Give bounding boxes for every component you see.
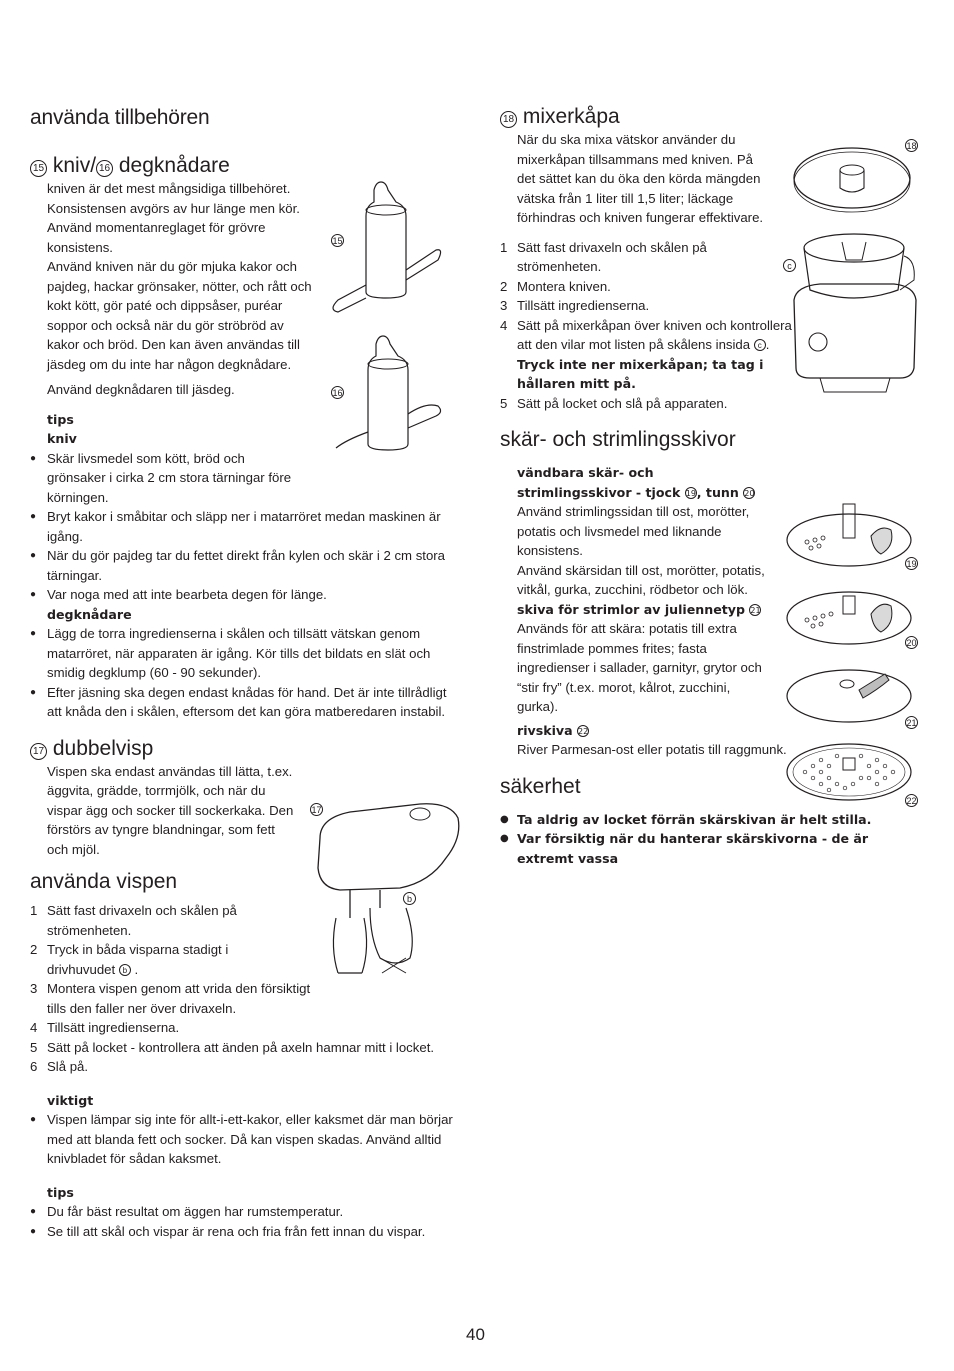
- step-text: .: [134, 961, 139, 977]
- list-item: ● Bryt kakor i småbitar och släpp ner i matarröret medan maskinen är igång.: [30, 507, 460, 546]
- step-number: 2: [30, 942, 38, 957]
- disc-illustration-thin: [785, 580, 915, 648]
- knife-paragraph: Använd kniven när du gör mjuka kakor och pajdeg, hackar grönsaker, nötter, och rått och kokt kött, gör paté och dippsåser, puréar soppor och också när du gör ströbröd av kakor och bröd. Den kan även användas till jäsdeg om du inte har någon degknådare.: [47, 259, 312, 372]
- disc-paragraph: Används för att skära: potatis till extra finstrimlade pommes frites; fasta ingredienser i sallader, garnityr, grytor och “stir fry” (t.ex. morot, kålrot, zucchini, gurka).: [517, 621, 762, 714]
- ref-number: 20: [744, 488, 755, 498]
- dough-tool-drawing: [326, 332, 451, 482]
- callout-mixer-cover: 18: [906, 141, 917, 151]
- step-number: 3: [500, 298, 508, 313]
- step-text: Sätt på locket - kontrollera att änden på axeln hamnar mitt i locket.: [47, 1039, 435, 1055]
- step-text: Tillsätt ingredienserna.: [47, 1020, 180, 1035]
- step-text: Sätt fast drivaxeln och skålen på strömenheten.: [47, 903, 237, 938]
- callout-thin-disc: 20: [906, 638, 917, 648]
- ref-number: 17: [30, 743, 47, 760]
- list-item: ● Vispen lämpar sig inte för allt-i-ett-kakor, eller kaksmet där man börjar med att blanda fett och socker. Då kan vispen skadas. Använd alltid knivbladet för sådan kaksmet.: [30, 1110, 460, 1169]
- step-item: [30, 901, 269, 940]
- step-item: [30, 940, 269, 979]
- list-item: ● Ta aldrig av locket förrän skärskivan är helt stilla.: [500, 810, 920, 830]
- important-label: viktigt: [47, 1092, 94, 1108]
- disc-paragraph: Använd strimlingssidan till ost, morötter, potatis och livsmedel med liknande konsistens.: [517, 504, 750, 558]
- step-number: 1: [500, 239, 508, 255]
- dough-tips-label: degknådare: [47, 606, 132, 622]
- disc-illustration-grating: [785, 738, 915, 806]
- reversible-discs-label: [517, 463, 767, 502]
- knife-heading: [30, 153, 460, 179]
- ref-number: 22: [578, 726, 589, 736]
- julienne-disc-drawing: [785, 662, 915, 726]
- list-item: ● Var noga med att inte bearbeta degen för länge.: [30, 585, 460, 605]
- safety-list: [500, 810, 920, 869]
- knife-blade-drawing: [326, 180, 451, 325]
- step-text: Montera vispen genom att vrida den försiktigt tills den faller ner över drivaxeln.: [47, 981, 311, 1016]
- step-text: Tryck in båda visparna stadigt i drivhuvudet: [47, 942, 229, 977]
- list-item: ● Du får bäst resultat om äggen har rumstemperatur.: [30, 1202, 460, 1222]
- whisk-paragraph: Vispen ska endast användas till lätta, t.ex. äggvita, grädde, torrmjölk, och när du vispar ägg och socker till sockerkaka. Den förstörs av tyngre blandningar, som fett och mjöl.: [47, 763, 294, 857]
- mixer-cover-drawing: [790, 130, 920, 400]
- callout-knife: 15: [332, 236, 343, 246]
- step-number: 6: [30, 1059, 38, 1074]
- knife-tips-label: kniv: [47, 431, 77, 446]
- whisk-heading: [30, 736, 460, 762]
- step-number: 1: [30, 903, 38, 918]
- mixer-cover-illustration: [790, 130, 920, 400]
- safety-heading: säkerhet: [500, 774, 581, 798]
- julienne-label: [517, 600, 767, 620]
- callout-julienne-disc: 21: [906, 718, 917, 728]
- ref-number: 19: [685, 488, 696, 498]
- list-item: ● Lägg de torra ingredienserna i skålen och tillsätt vätskan genom matarröret, när apparaten är igång. Kör tills det bildats en slät och smidig degklump (60 - 90 sekunder).: [30, 624, 460, 683]
- step-item: [30, 979, 327, 1018]
- step-number: 2: [500, 278, 508, 294]
- grating-label: [517, 721, 767, 741]
- disc-paragraph: River Parmesan-ost eller potatis till raggmunk.: [517, 742, 787, 757]
- section-heading-accessories: använda tillbehören: [30, 106, 210, 129]
- step-number: 5: [500, 395, 508, 411]
- step-text: Sätt på locket och slå på apparaten.: [517, 395, 728, 411]
- step-item: [30, 1057, 460, 1077]
- heading-text: degknådare: [118, 154, 230, 177]
- step-text: Montera kniven.: [517, 278, 611, 294]
- mixer-heading: [500, 104, 920, 130]
- ref-number: 16: [96, 160, 113, 177]
- heading-text: dubbelvisp: [52, 736, 154, 760]
- step-number: 4: [500, 317, 508, 333]
- heading-text: kniv/: [52, 154, 97, 177]
- step-item: [500, 238, 739, 277]
- callout-bowl-rim: c: [783, 259, 796, 272]
- tips-label: tips: [47, 411, 74, 427]
- step-text: Sätt fast drivaxeln och skålen på strömenheten.: [517, 239, 707, 274]
- callout-whisk: 17: [311, 805, 322, 815]
- page-number: 40: [466, 1325, 485, 1344]
- label-text: , tunn: [696, 484, 739, 500]
- disc-paragraph: Använd skärsidan till ost, morötter, potatis, vitkål, gurka, zucchini, rödbetor och lök.: [517, 562, 765, 597]
- step-text: Sätt på mixerkåpan över kniven och kontrollera att den vilar mot listen på skålens insida: [517, 317, 792, 352]
- dough-tips-list: [30, 624, 460, 722]
- disc-illustration-julienne: [785, 662, 915, 726]
- whisk-illustration: [310, 798, 465, 978]
- step-text: Slå på.: [47, 1059, 89, 1074]
- heading-text: mixerkåpa: [522, 105, 620, 128]
- ref-number: 15: [30, 160, 47, 177]
- important-list: [30, 1110, 460, 1169]
- step-item: [30, 1038, 460, 1058]
- knife-paragraph: Använd degknådaren till jäsdeg.: [47, 382, 235, 397]
- ref-letter: c: [754, 339, 766, 351]
- callout-grating-disc: 22: [906, 796, 917, 806]
- warning-text: Tryck inte ner mixerkåpan; ta tag i hållaren mitt på.: [517, 356, 764, 391]
- label-text: rivskiva: [517, 722, 573, 738]
- step-number: 5: [30, 1039, 38, 1055]
- list-item: ● När du gör pajdeg tar du fettet direkt från kylen och skär i 2 cm stora tärningar.: [30, 546, 460, 585]
- whisk-drawing: [310, 798, 465, 978]
- list-item: ● Efter jäsning ska degen endast knådas för hand. Det är inte tillrådligt att knåda den i skålen, eftersom det kan göra matberedaren instabil.: [30, 683, 460, 722]
- step-number: 3: [30, 981, 38, 996]
- callout-dough-tool: 16: [332, 388, 343, 398]
- tips-label: tips: [47, 1184, 74, 1200]
- thick-disc-drawing: [785, 500, 915, 568]
- knife-paragraph: kniven är det mest mångsidiga tillbehöret. Konsistensen avgörs av hur länge men kör. Använd momentanreglaget för grövre konsistens.: [47, 181, 300, 255]
- label-text: skiva för strimlor av juliennetyp: [517, 601, 746, 617]
- disc-illustration-thick: [785, 500, 915, 568]
- label-text: vändbara skär- och strimlingsskivor - tjock: [517, 465, 681, 500]
- step-text: Tillsätt ingredienserna.: [517, 298, 650, 313]
- tips-list: [30, 1202, 460, 1241]
- list-item: ● Se till att skål och vispar är rena och fria från fett innan du vispar.: [30, 1222, 460, 1242]
- grating-disc-drawing: [785, 738, 915, 806]
- knife-blade-illustration: [326, 180, 451, 325]
- dough-tool-illustration: [326, 332, 451, 482]
- callout-drive-head: b: [403, 892, 416, 905]
- step-number: 4: [30, 1020, 38, 1035]
- list-item: ● Skär livsmedel som kött, bröd och grönsaker i cirka 2 cm stora tärningar före körningen.: [30, 449, 297, 508]
- ref-number: 18: [500, 111, 517, 128]
- mixer-paragraph: När du ska mixa vätskor använder du mixerkåpan tillsammans med kniven. På det sättet kan du öka den körda mängden vätska från 1 liter till 1,5 liter; läckage förhindras och kniven fungerar effektivare.: [517, 132, 764, 225]
- use-whisk-heading: använda vispen: [30, 870, 178, 893]
- step-item: [30, 1018, 460, 1038]
- list-item: ● Var försiktig när du hanterar skärskivorna - de är extremt vassa: [500, 829, 907, 868]
- callout-thick-disc: 19: [906, 559, 917, 569]
- ref-letter: b: [119, 964, 131, 976]
- discs-heading: skär- och strimlingsskivor: [500, 428, 736, 451]
- thin-disc-drawing: [785, 580, 915, 648]
- ref-number: 21: [750, 605, 761, 615]
- step-item: 4 Sätt på mixerkåpan över kniven och kontrollera att den vilar mot listen på skålens insida c . Tryck inte ner mixerkåpan; ta tag i hållaren mitt på.: [500, 317, 792, 391]
